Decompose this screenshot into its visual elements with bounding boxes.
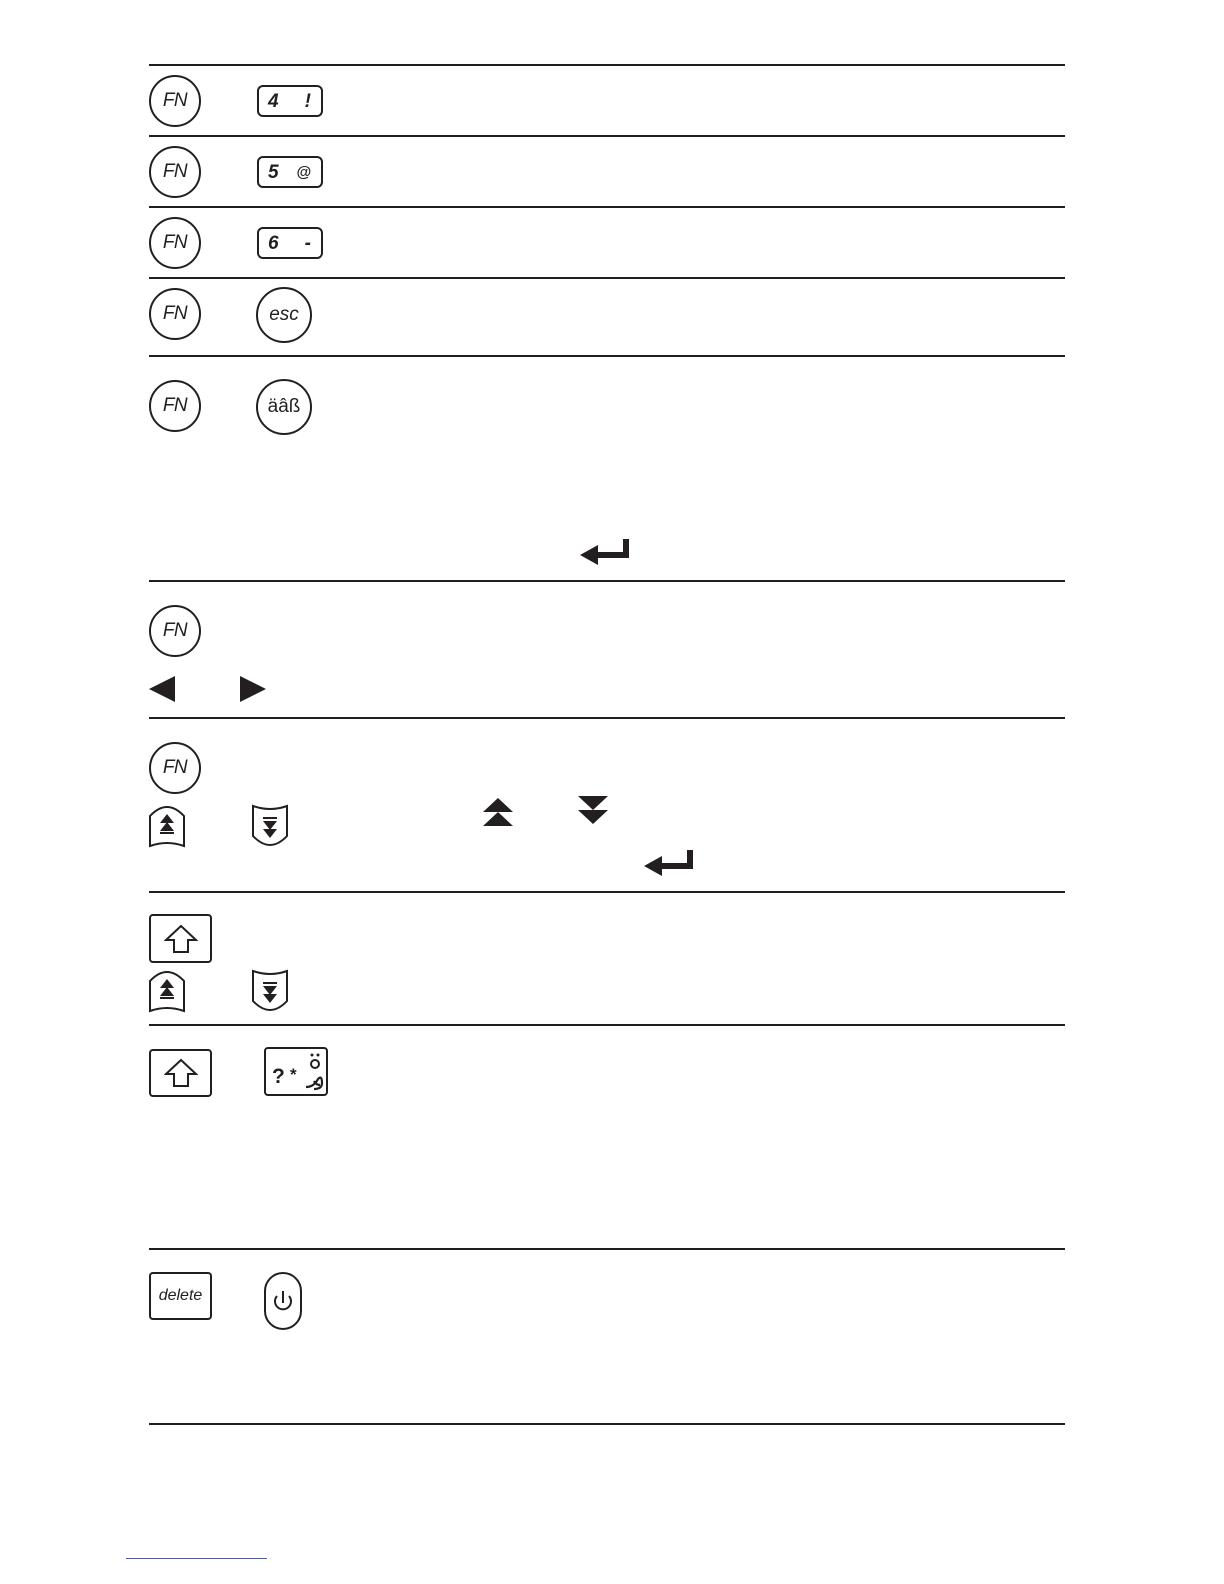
divider [149,135,1065,137]
double-down-icon [577,796,609,826]
page-up-key-icon [148,969,186,1013]
double-up-icon [482,798,514,828]
key-primary-label: 4 [268,91,279,112]
arrow-left-icon [149,676,175,702]
arabic-letter-icon [304,1051,326,1093]
esc-key-icon: esc [256,287,312,343]
footer-link-underline [126,1558,267,1559]
page-down-key-icon [251,969,289,1013]
key-primary-label: 5 [268,162,279,183]
key-5-icon [257,156,323,188]
divider [149,1423,1065,1425]
power-key-icon [263,1271,303,1331]
key-secondary-label: ! [304,91,311,112]
fn-key-icon: FN [149,742,201,794]
divider [149,580,1065,582]
question-key-icon [264,1047,328,1096]
key-secondary-label: @ [296,164,311,181]
special-chars-key-icon: äâß [256,379,312,435]
key-secondary-label: * [290,1065,297,1084]
divider [149,1248,1065,1250]
fn-key-icon: FN [149,146,201,198]
divider [149,1024,1065,1026]
divider [149,355,1065,357]
shift-key-icon [149,1049,212,1097]
page-up-key-icon [148,804,186,848]
page-down-key-icon [251,804,289,848]
key-4-icon [257,85,323,117]
arrow-right-icon [240,676,266,702]
key-primary-label: 6 [268,233,279,254]
fn-key-icon: FN [149,75,201,127]
key-primary-label: ? [272,1065,285,1088]
divider [149,64,1065,66]
fn-key-icon: FN [149,217,201,269]
delete-key-icon: delete [149,1272,212,1320]
fn-key-icon: FN [149,288,201,340]
key-secondary-label: - [304,233,311,254]
enter-arrow-icon [644,848,698,876]
key-6-icon [257,227,323,259]
divider [149,717,1065,719]
divider [149,891,1065,893]
divider [149,277,1065,279]
fn-key-icon: FN [149,605,201,657]
enter-arrow-icon [580,537,634,565]
divider [149,206,1065,208]
shift-key-icon [149,914,212,963]
fn-key-icon: FN [149,380,201,432]
